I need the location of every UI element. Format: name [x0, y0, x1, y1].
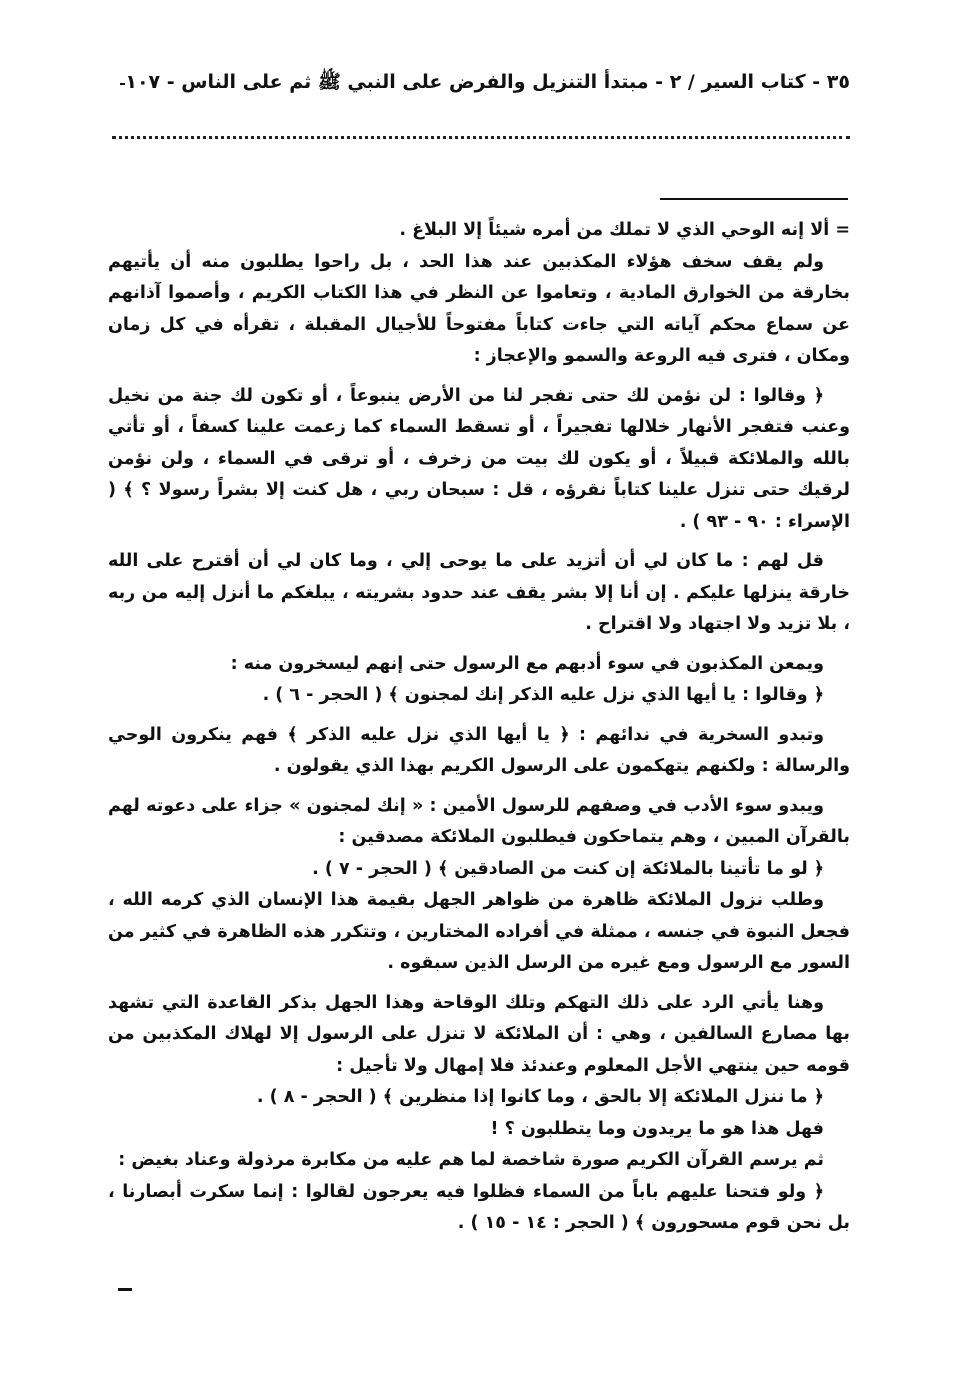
quran-quote: ﴿ وقالوا : لن نؤمن لك حتى تفجر لنا من الأرض ينبوعاً ، أو تكون لك جنة من نخيل وعنب فتفجر الأنهار خلالها تفجيراً ، أو تسقط السماء كما زعمت علينا كسفاً ، أو تأتي بالله والملائكة قبيلاً ، أو يكون لك بيت من زخرف ، أو ترقى في السماء ، ولن نؤمن لرقيك حتى تنزل علينا كتاباً نقرؤه ، قل : سبحان ربي ، هل كنت إلا بشراً رسولا ؟ ﴾ ( الإسراء : ٩٠ - ٩٣ ) . [108, 385, 850, 532]
paragraph: قل لهم : ما كان لي أن أتزيد على ما يوحى إلي ، وما كان لي أن أقترح على الله خارقة ينزلها عليكم . إن أنا إلا بشر يقف عند حدود بشريته ، يبلغكم ما أنزل إليه من ربه ، بلا تزيد ولا اجتهاد ولا اقتراح . [108, 551, 850, 634]
continuation-mark [118, 1288, 132, 1291]
running-title: ٣٥ - كتاب السير / ٢ - مبتدأ التنزيل والفرض على النبي ﷺ ثم على الناس - ١٠٧ [125, 71, 850, 93]
paragraph: ولم يقف سخف هؤلاء المكذبين عند هذا الحد ، بل راحوا يطلبون منه أن يأتيهم بخارقة من الخوارق المادية ، وتعاموا عن النظر في هذا الكتاب الكريم ، وأصموا آذانهم عن سماع محكم آياته التي جاءت كتاباً مفتوحاً للأجيال المقبلة ، تقرأه في كل زمان ومكان ، فترى فيه الروعة والسمو والإعجاز : [108, 251, 850, 366]
paragraph: فهل هذا هو ما يريدون وما يتطلبون ؟ ! [490, 1118, 824, 1139]
header-rule [120, 83, 125, 85]
paragraph: وتبدو السخرية في ندائهم : ﴿ يا أيها الذي نزل عليه الذكر ﴾ فهم ينكرون الوحي والرسالة : ولكنهم يتهكمون على الرسول الكريم بهذا الذي يقولون . [108, 724, 850, 776]
footnote-rule [660, 198, 848, 200]
page-header [110, 70, 850, 98]
continuation-line: = ألا إنه الوحي الذي لا تملك من أمره شيئاً إلا البلاغ . [399, 220, 850, 240]
quran-quote: ﴿ ولو فتحنا عليهم باباً من السماء فظلوا فيه يعرجون لقالوا : إنما سكرت أبصارنا ، بل نحن قوم مسحورون ﴾ ( الحجر : ١٤ - ١٥ ) . [108, 1181, 850, 1233]
quran-quote: ﴿ ما ننزل الملائكة إلا بالحق ، وما كانوا إذا منظرين ﴾ ( الحجر - ٨ ) . [256, 1087, 824, 1107]
paragraph: وطلب نزول الملائكة ظاهرة من ظواهر الجهل بقيمة هذا الإنسان الذي كرمه الله ، فجعل النبوة في جنسه ، ممثلة في أفراده المختارين ، وتتكرر هذه الظاهرة في كثير من السور مع الرسول ومع غيره من الرسل الذين سبقوه . [108, 890, 850, 973]
dotted-separator [112, 136, 850, 139]
paragraph: وهنا يأتي الرد على ذلك التهكم وتلك الوقاحة وهذا الجهل بذكر القاعدة التي تشهد بها مصارع السالفين ، وهي : أن الملائكة لا تنزل على الرسول إلا لهلاك المكذبين من قومه حين ينتهي الأجل المعلوم وعندئذ فلا إمهال ولا تأجيل : [108, 992, 850, 1076]
paragraph: ويبدو سوء الأدب في وصفهم للرسول الأمين : « إنك لمجنون » جزاء على دعوته لهم بالقرآن المبين ، وهم يتماحكون فيطلبون الملائكة مصدقين : [108, 795, 850, 847]
quran-quote: ﴿ لو ما تأتينا بالملائكة إن كنت من الصادقين ﴾ ( الحجر - ٧ ) . [312, 858, 824, 879]
quran-quote: ﴿ وقالوا : يا أيها الذي نزل عليه الذكر إنك لمجنون ﴾ ( الحجر - ٦ ) . [262, 685, 824, 705]
page-body [108, 215, 850, 1240]
paragraph: ويمعن المكذبون في سوء أدبهم مع الرسول حتى إنهم ليسخرون منه : [230, 653, 824, 674]
paragraph: ثم يرسم القرآن الكريم صورة شاخصة لما هم عليه من مكابرة مرذولة وعناد بغيض : [118, 1150, 824, 1170]
